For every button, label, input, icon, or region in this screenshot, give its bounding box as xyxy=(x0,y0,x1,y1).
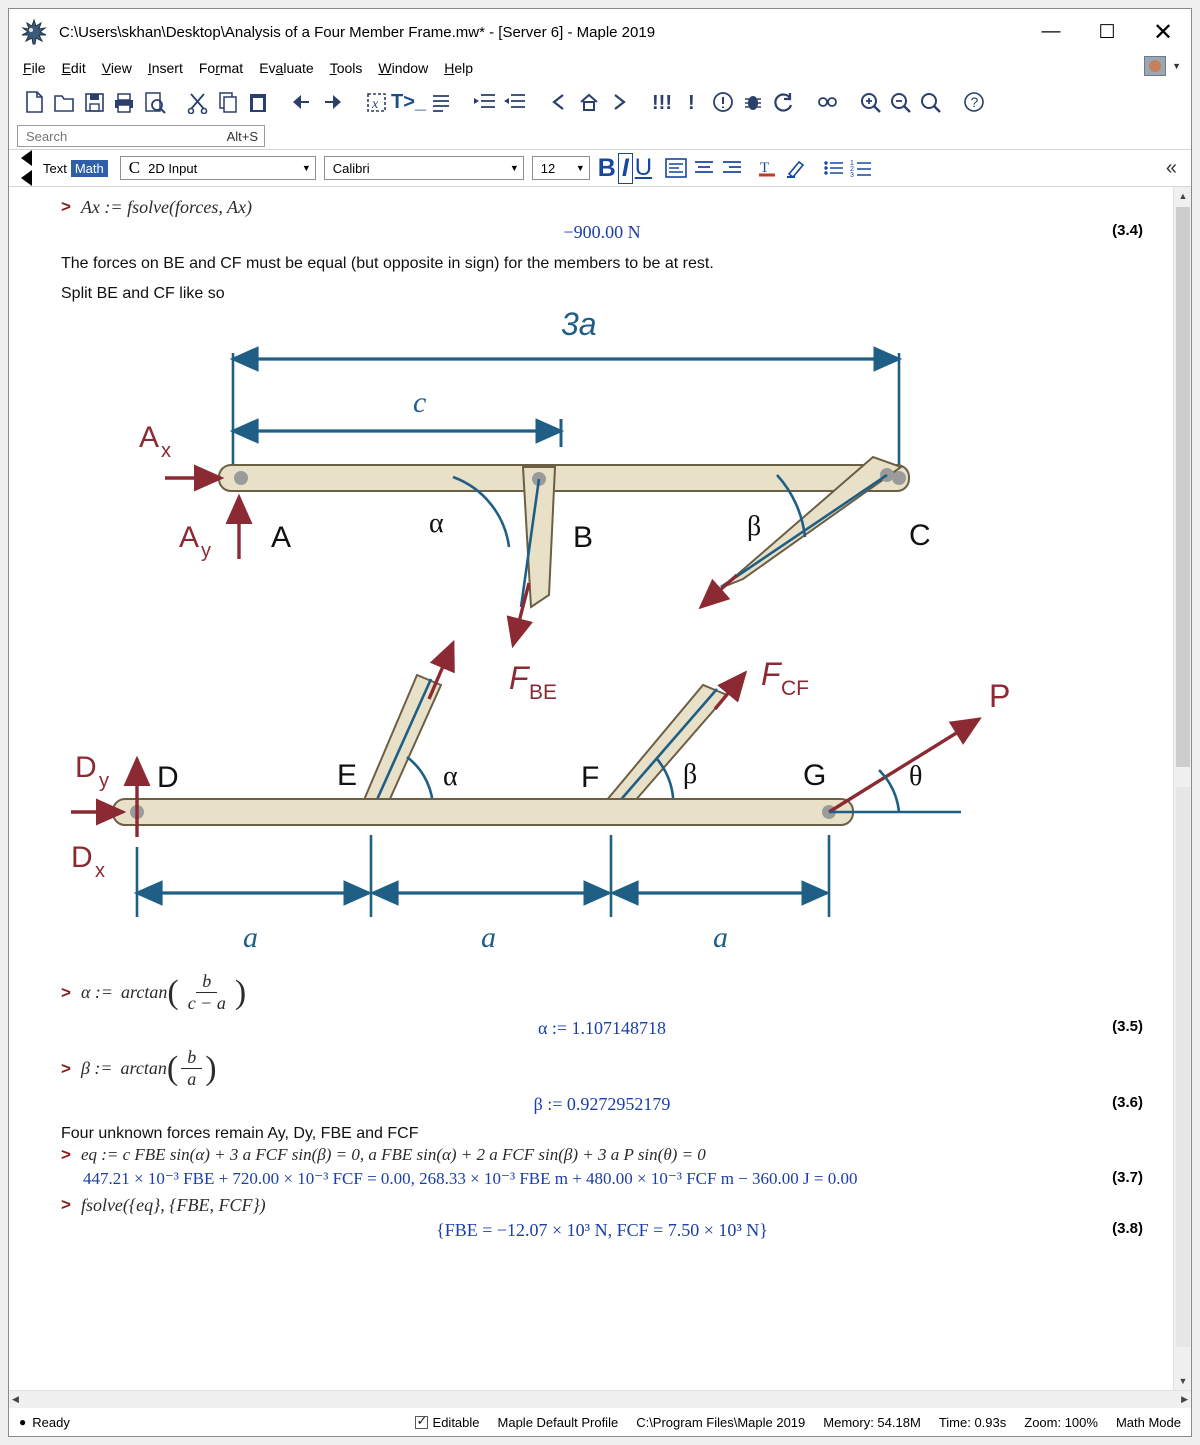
chevron-down-icon[interactable]: ▼ xyxy=(509,163,519,173)
svg-text:E: E xyxy=(337,759,358,792)
output-3-7 xyxy=(61,1169,1143,1189)
beta-assign-label: β := xyxy=(80,1058,113,1078)
output-3-5 xyxy=(61,1018,1143,1039)
execute-icon[interactable] xyxy=(678,85,708,119)
zoom-out-icon[interactable] xyxy=(886,85,916,119)
indent-icon[interactable] xyxy=(470,85,500,119)
output-value: β := 0.9272952179 xyxy=(533,1094,671,1114)
svg-text:A: A xyxy=(271,521,292,554)
frame-diagram-svg xyxy=(61,307,1121,967)
status-state: Ready xyxy=(32,1414,70,1430)
paragraph-icon[interactable] xyxy=(426,85,456,119)
output-value: −900.00 N xyxy=(563,222,641,242)
window-controls xyxy=(1023,10,1191,54)
svg-text:T: T xyxy=(760,160,770,176)
maple-prompt: > xyxy=(61,982,71,1002)
font-size-dropdown[interactable] xyxy=(532,156,590,180)
menu-tools[interactable]: Tools xyxy=(329,60,363,76)
toolbar-collapse-handles[interactable] xyxy=(13,149,39,187)
svg-text:D: D xyxy=(157,761,179,794)
svg-text:P: P xyxy=(989,678,1011,714)
svg-text:y: y xyxy=(201,540,211,562)
svg-text:CF: CF xyxy=(781,677,809,700)
paragraph-1: The forces on BE and CF must be equal (but opposite in sign) for the members to be at rest. xyxy=(61,255,714,272)
chevron-down-icon[interactable]: ▼ xyxy=(301,163,311,173)
save-icon[interactable] xyxy=(79,85,109,119)
bulleted-list-icon[interactable] xyxy=(820,153,848,183)
worksheet-canvas[interactable] xyxy=(9,187,1173,1390)
horizontal-scrollbar[interactable] xyxy=(9,1390,1191,1408)
main-toolbar xyxy=(9,81,1191,123)
editable-label: Editable xyxy=(432,1414,480,1430)
account-area[interactable] xyxy=(1144,56,1181,76)
svg-text:a: a xyxy=(481,921,496,954)
status-bar xyxy=(9,1408,1191,1436)
input-expression[interactable]: Ax := fsolve(forces, Ax) xyxy=(80,197,253,217)
math-region-icon[interactable] xyxy=(361,85,391,119)
input-expression[interactable]: α := arctan ( $\frac{b}{c - a}$ ) xyxy=(80,971,247,1013)
menu-bar xyxy=(9,55,1191,81)
install-path-label: C:\Program Files\Maple 2019 xyxy=(636,1414,806,1430)
debug-icon[interactable] xyxy=(738,85,768,119)
execution-group-3-5[interactable] xyxy=(61,971,1143,1014)
maple-prompt: > xyxy=(61,1195,71,1214)
scroll-right-arrow-icon[interactable]: ▶ xyxy=(1181,1394,1188,1404)
align-left-icon[interactable] xyxy=(662,153,690,183)
svg-text:F: F xyxy=(581,761,600,794)
svg-text:?: ? xyxy=(970,94,979,110)
outdent-icon[interactable] xyxy=(500,85,530,119)
svg-text:c: c xyxy=(413,386,427,419)
frame-diagram xyxy=(61,307,1143,967)
svg-text:A: A xyxy=(179,521,200,554)
svg-text:α: α xyxy=(429,508,444,539)
svg-text:B: B xyxy=(573,521,594,554)
restart-icon[interactable] xyxy=(768,85,798,119)
window-title: C:\Users\skhan\Desktop\Analysis of a Four Member Frame.mw* - [Server 6] - Maple 2019 xyxy=(59,23,656,41)
format-bar xyxy=(9,149,1191,187)
zoom-label: Zoom: 100% xyxy=(1024,1414,1098,1430)
print-icon[interactable] xyxy=(109,85,139,119)
execution-group-3-4[interactable] xyxy=(61,197,1143,218)
execute-all-icon[interactable] xyxy=(648,85,678,119)
equation-label: (3.8) xyxy=(1112,1220,1143,1237)
math-mode-label: Math Mode xyxy=(1115,1414,1181,1430)
svg-text:x: x xyxy=(372,97,379,112)
align-right-icon[interactable] xyxy=(718,153,746,183)
time-label: Time: 0.93s xyxy=(938,1414,1007,1430)
alpha-numerator: b xyxy=(196,971,217,993)
close-button[interactable]: ✕ xyxy=(1152,18,1174,46)
status-indicator-icon: ● xyxy=(19,1415,27,1429)
menu-edit[interactable]: Edit xyxy=(61,60,86,76)
equation-label: (3.7) xyxy=(1112,1169,1143,1186)
menu-help[interactable]: Help xyxy=(444,60,474,76)
copy-icon[interactable] xyxy=(213,85,243,119)
arctan-label: arctan xyxy=(121,982,168,1002)
maple-main-window xyxy=(8,8,1192,1437)
svg-text:C: C xyxy=(909,519,931,552)
alpha-denominator: c − a xyxy=(187,993,226,1013)
svg-text:D: D xyxy=(71,841,93,874)
minimize-button[interactable]: — xyxy=(1041,21,1061,42)
vertical-scroll-thumb[interactable] xyxy=(1176,207,1190,767)
input-mode-prefix: C xyxy=(128,158,141,177)
svg-text:BE: BE xyxy=(529,681,558,704)
output-3-8 xyxy=(61,1220,1143,1241)
triangle-down-handle-icon[interactable] xyxy=(21,170,32,186)
svg-text:x: x xyxy=(161,440,171,462)
execution-group-3-8[interactable] xyxy=(61,1195,1143,1216)
vertical-scroll-track[interactable] xyxy=(1176,787,1190,1347)
search-input[interactable] xyxy=(17,125,265,147)
menu-format[interactable]: Format xyxy=(198,60,244,76)
output-3-6 xyxy=(61,1094,1143,1115)
svg-text:1: 1 xyxy=(850,160,855,167)
svg-text:3: 3 xyxy=(850,172,855,178)
worksheet-content xyxy=(9,187,1173,1241)
output-value: 447.21 × 10⁻³ FBE + 720.00 × 10⁻³ FCF = 0.00, 268.33 × 10⁻³ FBE m + 480.00 × 10⁻³ FCF m − 360.00 J = 0.00 xyxy=(83,1169,858,1188)
collapse-toolbar-icon[interactable]: « xyxy=(1165,156,1177,179)
tab-text[interactable]: Text xyxy=(43,160,67,176)
alpha-assign-label: α := xyxy=(80,982,114,1002)
home-icon[interactable] xyxy=(574,85,604,119)
execution-group-3-6[interactable] xyxy=(61,1047,1143,1090)
maple-leaf-icon xyxy=(19,17,49,47)
text-color-icon[interactable] xyxy=(754,153,782,183)
svg-text:β: β xyxy=(683,759,698,790)
beta-numerator: b xyxy=(181,1047,202,1069)
svg-text:A: A xyxy=(139,421,160,454)
vertical-scrollbar[interactable] xyxy=(1173,187,1191,1390)
maple-prompt: > xyxy=(61,1145,71,1164)
paragraph-3: Four unknown forces remain Ay, Dy, FBE and FCF xyxy=(61,1125,419,1142)
equation-label: (3.6) xyxy=(1112,1094,1143,1111)
chevron-down-icon[interactable]: ▼ xyxy=(1172,61,1181,71)
cut-scissors-icon[interactable] xyxy=(183,85,213,119)
svg-text:F: F xyxy=(761,656,781,692)
svg-text:x: x xyxy=(95,860,105,882)
menu-window[interactable]: Window xyxy=(378,60,429,76)
svg-text:D: D xyxy=(75,751,97,784)
chevron-down-icon[interactable]: ▼ xyxy=(575,163,585,173)
hyperlink-icon[interactable] xyxy=(812,85,842,119)
zoom-in-icon[interactable] xyxy=(856,85,886,119)
font-family-label: Calibri xyxy=(332,160,370,176)
input-mode-label: 2D Input xyxy=(148,160,198,176)
font-size-label: 12 xyxy=(540,160,556,176)
scroll-down-arrow-icon[interactable]: ▼ xyxy=(1178,1376,1188,1386)
svg-text:y: y xyxy=(99,770,109,792)
maple-prompt: > xyxy=(61,1058,71,1078)
memory-label: Memory: 54.18M xyxy=(823,1414,921,1430)
underline-button[interactable]: U xyxy=(634,154,653,181)
paste-icon[interactable] xyxy=(243,85,273,119)
svg-text:G: G xyxy=(803,759,827,792)
menu-insert[interactable]: Insert xyxy=(147,60,183,76)
highlight-icon[interactable] xyxy=(782,153,810,183)
output-3-4 xyxy=(61,222,1143,243)
svg-text:2: 2 xyxy=(850,166,855,173)
arctan-label: arctan xyxy=(120,1058,167,1078)
print-preview-icon[interactable] xyxy=(139,85,169,119)
svg-text:β: β xyxy=(747,511,762,542)
menu-view[interactable]: View xyxy=(101,60,132,76)
menu-file[interactable]: File xyxy=(23,60,46,76)
text-mode-icon[interactable]: T xyxy=(391,90,404,113)
input-mode-dropdown[interactable] xyxy=(120,156,316,180)
svg-text:3a: 3a xyxy=(561,307,597,342)
help-icon[interactable] xyxy=(960,85,990,119)
bold-button[interactable]: B xyxy=(597,153,616,182)
svg-text:θ: θ xyxy=(909,761,923,792)
output-value: α := 1.107148718 xyxy=(537,1018,667,1038)
svg-text:a: a xyxy=(713,921,728,954)
align-center-icon[interactable] xyxy=(690,153,718,183)
checkbox-checked-icon[interactable] xyxy=(415,1416,428,1429)
scroll-left-arrow-icon[interactable]: ◀ xyxy=(12,1394,19,1404)
search-field[interactable] xyxy=(24,128,174,145)
search-row xyxy=(9,123,1191,149)
svg-text:F: F xyxy=(509,660,529,696)
editable-toggle[interactable] xyxy=(415,1415,480,1430)
tab-math[interactable]: Math xyxy=(71,160,108,177)
equation-label: (3.4) xyxy=(1112,222,1143,239)
prompt-insert-icon[interactable]: >_ xyxy=(403,90,427,113)
menu-evaluate[interactable]: Evaluate xyxy=(259,60,314,76)
back-arrow-icon[interactable] xyxy=(544,85,574,119)
open-folder-icon[interactable] xyxy=(49,85,79,119)
maple-prompt: > xyxy=(61,197,71,216)
font-family-dropdown[interactable] xyxy=(324,156,524,180)
input-expression[interactable]: fsolve({eq}, {FBE, FCF}) xyxy=(80,1195,266,1215)
document-area xyxy=(9,187,1191,1390)
svg-text:!!!: !!! xyxy=(652,92,673,114)
interrupt-icon[interactable] xyxy=(708,85,738,119)
italic-button[interactable]: I xyxy=(618,153,633,184)
zoom-reset-icon[interactable] xyxy=(916,85,946,119)
svg-text:!: ! xyxy=(688,92,695,114)
search-shortcut-label: Alt+S xyxy=(226,128,258,144)
title-bar xyxy=(9,9,1191,55)
undo-icon[interactable] xyxy=(287,85,317,119)
redo-icon[interactable] xyxy=(317,85,347,119)
input-expression[interactable]: β := arctan ( $\frac{b}{a}$ ) xyxy=(80,1047,217,1089)
input-expression[interactable]: eq := c FBE sin(α) + 3 a FCF sin(β) = 0, a FBE sin(α) + 2 a FCF sin(β) + 3 a P sin(θ) = 0 xyxy=(80,1145,706,1164)
equation-label: (3.5) xyxy=(1112,1018,1143,1035)
paragraph-2: Split BE and CF like so xyxy=(61,285,225,302)
new-document-icon[interactable] xyxy=(19,85,49,119)
output-value: {FBE = −12.07 × 10³ N, FCF = 7.50 × 10³ N} xyxy=(436,1220,768,1240)
svg-text:a: a xyxy=(243,921,258,954)
maximize-button[interactable]: ☐ xyxy=(1098,21,1116,43)
svg-text:α: α xyxy=(443,761,458,792)
numbered-list-icon[interactable] xyxy=(848,153,876,183)
avatar[interactable] xyxy=(1144,56,1166,76)
beta-denominator: a xyxy=(187,1069,197,1089)
forward-arrow-icon[interactable] xyxy=(604,85,634,119)
scroll-up-arrow-icon[interactable]: ▲ xyxy=(1178,191,1188,201)
execution-group-3-7[interactable] xyxy=(61,1145,1143,1165)
triangle-up-handle-icon[interactable] xyxy=(21,150,32,166)
profile-label: Maple Default Profile xyxy=(497,1414,619,1430)
